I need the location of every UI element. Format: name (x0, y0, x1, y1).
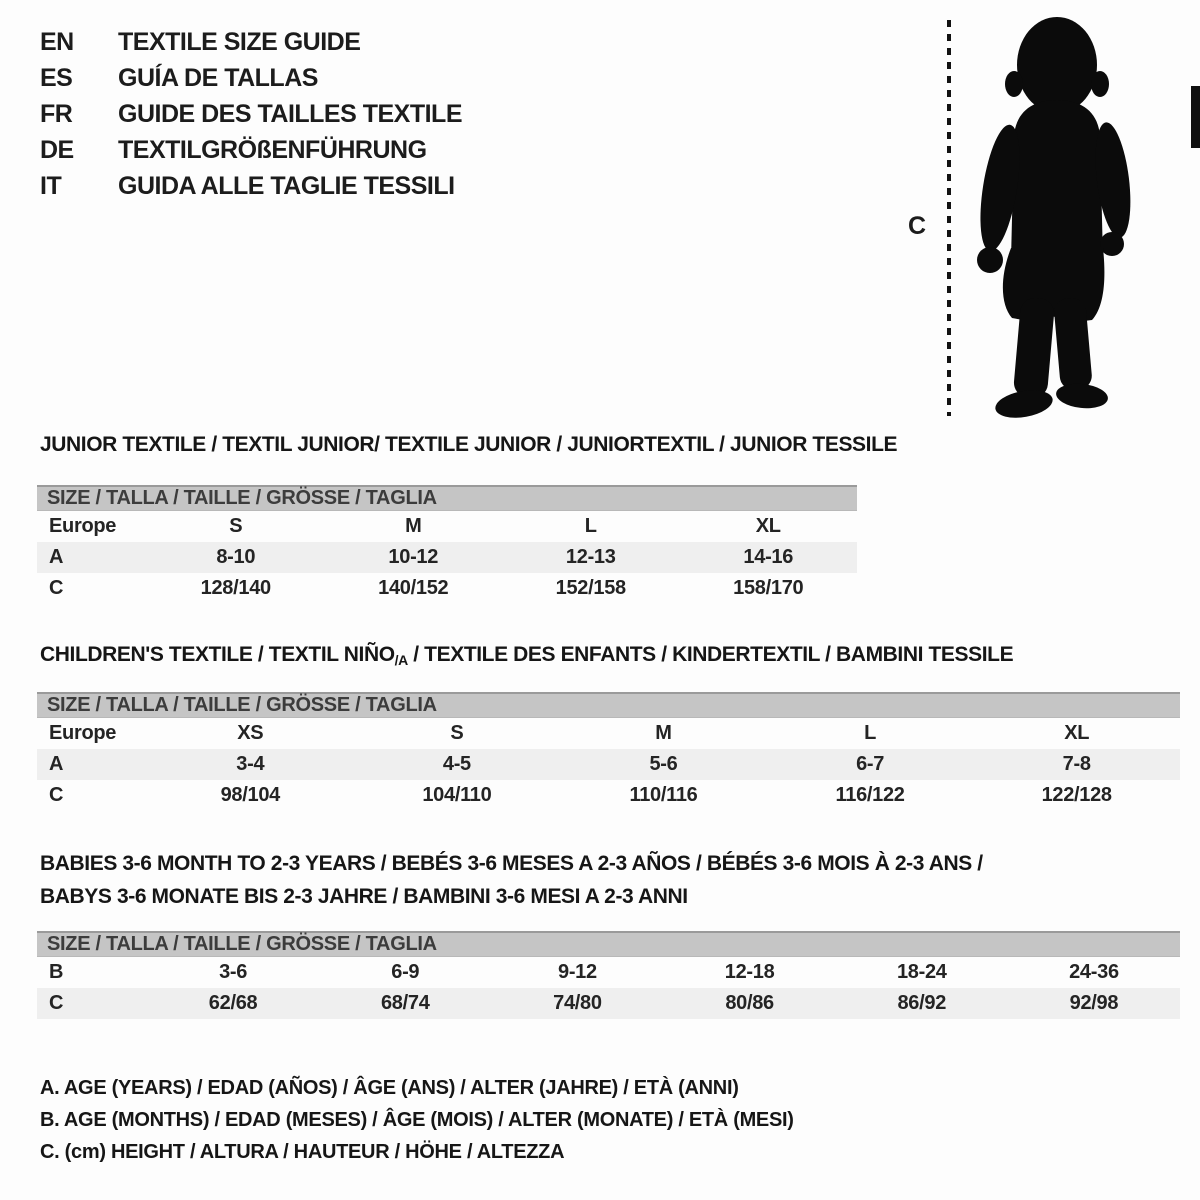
size-cell: XL (1064, 722, 1090, 744)
babies-title-line2: BABYS 3-6 MONATE BIS 2-3 JAHRE / BAMBINI 3-6 MESI A 2-3 ANNI (40, 885, 688, 908)
age-cell: 10-12 (388, 546, 439, 568)
size-cell: XL (755, 515, 781, 537)
children-section-title (40, 643, 1013, 667)
size-header-label: SIZE / TALLA / TAILLE / GRÖSSE / TAGLIA (47, 694, 437, 716)
lang-code: DE (40, 135, 74, 164)
lang-row-en (40, 24, 462, 60)
height-cell: 104/110 (422, 784, 492, 806)
babies-section-title (40, 847, 983, 913)
height-cell: 86/92 (897, 992, 947, 1014)
children-title-subscript: /A (394, 652, 408, 668)
height-cell: 98/104 (220, 784, 280, 806)
age-cell: 12-13 (565, 546, 616, 568)
children-size-table (37, 692, 1180, 811)
height-cell: 116/122 (835, 784, 905, 806)
dashed-measure-line (947, 20, 951, 416)
lang-code: ES (40, 63, 73, 92)
size-cell: S (229, 515, 243, 537)
table-row-height (37, 573, 857, 604)
children-title-before: CHILDREN'S TEXTILE / TEXTIL NIÑO (40, 643, 395, 666)
babies-size-table (37, 931, 1180, 1019)
language-title-list (40, 24, 462, 204)
height-cell: 158/170 (733, 577, 804, 599)
lang-title: GUIDE DES TAILLES TEXTILE (118, 99, 463, 128)
lang-code: EN (40, 27, 74, 56)
age-cell: 4-5 (442, 753, 471, 775)
lang-title: GUÍA DE TALLAS (118, 63, 318, 92)
months-cell: 12-18 (724, 961, 775, 983)
age-cell: 7-8 (1062, 753, 1091, 775)
table-row-age (37, 749, 1180, 780)
row-label: A (49, 753, 64, 775)
table-row-europe (37, 718, 1180, 749)
height-cell: 152/158 (555, 577, 626, 599)
age-cell: 5-6 (649, 753, 678, 775)
legend-line-a: A. AGE (YEARS) / EDAD (AÑOS) / ÂGE (ANS) / ALTER (JAHRE) / ETÀ (ANNI) (40, 1077, 739, 1099)
height-cell: 68/74 (380, 992, 430, 1014)
height-cell: 110/116 (629, 784, 698, 806)
size-cell: S (450, 722, 464, 744)
lang-title: GUIDA ALLE TAGLIE TESSILI (118, 171, 455, 200)
size-cell: L (864, 722, 877, 744)
junior-section-title: JUNIOR TEXTILE / TEXTIL JUNIOR/ TEXTILE JUNIOR / JUNIORTEXTIL / JUNIOR TESSILE (40, 433, 898, 456)
right-edge-mark (1191, 86, 1200, 148)
children-title-after: / TEXTILE DES ENFANTS / KINDERTEXTIL / BAMBINI TESSILE (407, 643, 1014, 666)
size-header-bar (37, 485, 857, 511)
size-cell: XS (237, 722, 264, 744)
size-header-bar (37, 692, 1180, 718)
row-label: C (49, 784, 64, 806)
legend-line-c: C. (cm) HEIGHT / ALTURA / HAUTEUR / HÖHE / ALTEZZA (40, 1141, 565, 1163)
table-row-europe (37, 511, 857, 542)
height-cell: 74/80 (553, 992, 602, 1014)
age-cell: 3-4 (236, 753, 265, 775)
table-row-height (37, 988, 1180, 1019)
row-label: C (49, 992, 64, 1014)
months-cell: 18-24 (896, 961, 947, 983)
lang-row-de (40, 132, 462, 168)
row-label: Europe (49, 722, 117, 744)
legend-line-b: B. AGE (MONTHS) / EDAD (MESES) / ÂGE (MOIS) / ALTER (MONATE) / ETÀ (MESI) (40, 1109, 794, 1131)
months-cell: 9-12 (558, 961, 597, 983)
table-row-height (37, 780, 1180, 811)
table-row-age (37, 542, 857, 573)
size-header-label: SIZE / TALLA / TAILLE / GRÖSSE / TAGLIA (47, 933, 437, 955)
height-cell: 122/128 (1041, 784, 1112, 806)
row-label: C (49, 577, 64, 599)
size-cell: L (584, 515, 597, 537)
measure-legend (40, 1072, 794, 1168)
height-cell: 92/98 (1069, 992, 1119, 1014)
row-label: A (49, 546, 64, 568)
babies-title-line1: BABIES 3-6 MONTH TO 2-3 YEARS / BEBÉS 3-6 MESES A 2-3 AÑOS / BÉBÉS 3-6 MOIS À 2-3 ANS / (40, 852, 983, 875)
size-header-bar (37, 931, 1180, 957)
lang-title: TEXTILGRÖßENFÜHRUNG (118, 135, 427, 164)
months-cell: 24-36 (1069, 961, 1119, 983)
row-label: Europe (49, 515, 117, 537)
table-row-months (37, 957, 1180, 988)
lang-row-fr (40, 96, 462, 132)
lang-code: IT (40, 171, 62, 200)
junior-size-table (37, 485, 857, 604)
size-cell: M (655, 722, 672, 744)
height-cell: 140/152 (378, 577, 449, 599)
lang-title: TEXTILE SIZE GUIDE (118, 27, 361, 56)
height-cell: 62/68 (208, 992, 258, 1014)
age-cell: 14-16 (743, 546, 794, 568)
age-cell: 8-10 (216, 546, 256, 568)
toddler-silhouette-icon (962, 8, 1140, 420)
row-label: B (49, 961, 64, 983)
lang-row-es (40, 60, 462, 96)
height-cell: 128/140 (200, 577, 271, 599)
months-cell: 3-6 (219, 961, 248, 983)
lang-code: FR (40, 99, 73, 128)
months-cell: 6-9 (391, 961, 420, 983)
lang-row-it (40, 168, 462, 204)
size-cell: M (405, 515, 422, 537)
age-cell: 6-7 (856, 753, 885, 775)
height-measure-label: C (908, 212, 927, 240)
size-header-label: SIZE / TALLA / TAILLE / GRÖSSE / TAGLIA (47, 487, 437, 509)
height-cell: 80/86 (725, 992, 774, 1014)
